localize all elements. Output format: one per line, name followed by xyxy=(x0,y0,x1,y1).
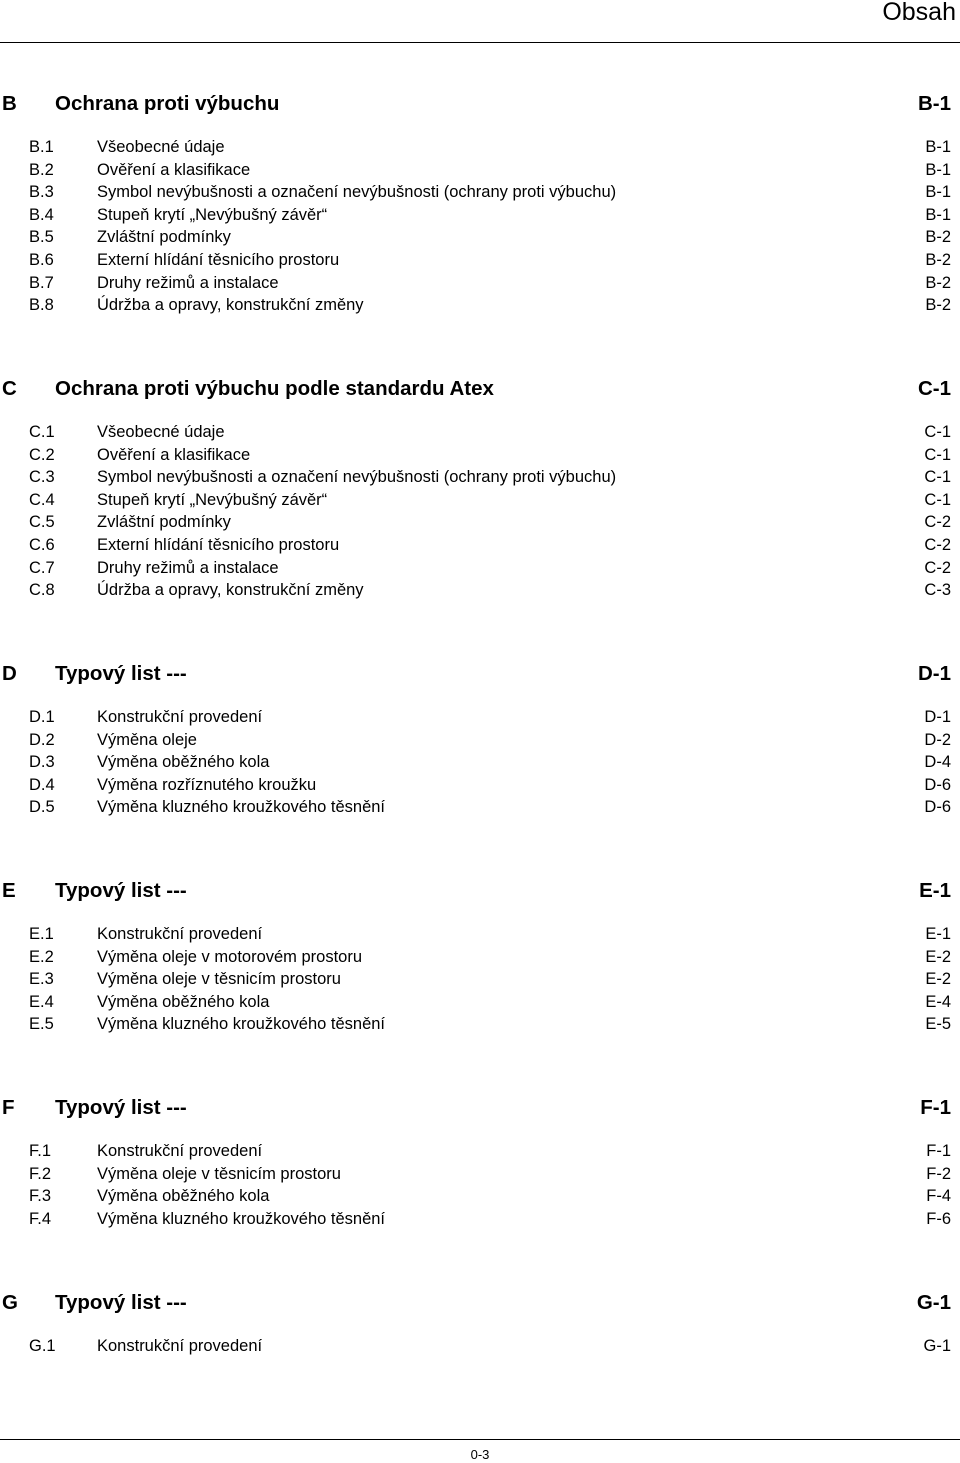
entry-number: B.3 xyxy=(29,183,54,202)
toc-entry[interactable] xyxy=(0,1013,960,1036)
entry-page-ref: C-2 xyxy=(924,535,951,554)
entry-title: Zvláštní podmínky xyxy=(97,513,231,532)
entry-number: C.5 xyxy=(29,513,55,532)
entry-number: B.8 xyxy=(29,296,54,315)
entry-number: E.5 xyxy=(29,1015,54,1034)
entry-title: Stupeň krytí „Nevýbušný závěr“ xyxy=(97,490,328,509)
toc-section xyxy=(0,656,960,819)
toc-entry[interactable] xyxy=(0,511,960,534)
entry-title: Údržba a opravy, konstrukční změny xyxy=(97,581,364,600)
entry-page-ref: C-1 xyxy=(924,468,951,487)
toc-entry[interactable] xyxy=(0,534,960,557)
entry-title: Externí hlídání těsnicího prostoru xyxy=(97,535,340,554)
entry-page-ref: B-1 xyxy=(925,183,951,202)
page-title: Obsah xyxy=(882,0,956,26)
section-entry-list xyxy=(0,1335,960,1358)
entry-page-ref: C-1 xyxy=(924,445,951,464)
toc-entry[interactable] xyxy=(0,1140,960,1163)
entry-title: Druhy režimů a instalace xyxy=(97,273,279,292)
section-title: Ochrana proti výbuchu xyxy=(55,92,280,115)
section-heading[interactable] xyxy=(0,86,960,122)
entry-page-ref: E-4 xyxy=(925,992,951,1011)
entry-title: Všeobecné údaje xyxy=(97,423,225,441)
section-page-ref: E-1 xyxy=(919,879,951,902)
entry-number: B.5 xyxy=(29,228,54,247)
entry-title: Výměna kluzného kroužkového těsnění xyxy=(97,1015,386,1034)
entry-title: Výměna oleje v těsnicím prostoru xyxy=(97,1164,341,1183)
toc-entry[interactable] xyxy=(0,729,960,752)
entry-title: Zvláštní podmínky xyxy=(97,228,231,247)
toc-entry[interactable] xyxy=(0,1335,960,1358)
section-letter: D xyxy=(2,662,17,685)
section-entry-list xyxy=(0,923,960,1036)
entry-title: Výměna oleje v těsnicím prostoru xyxy=(97,970,341,989)
toc-entry[interactable] xyxy=(0,923,960,946)
entry-page-ref: D-6 xyxy=(924,798,951,817)
footer-divider xyxy=(0,1439,960,1440)
toc-entry[interactable] xyxy=(0,226,960,249)
entry-title: Ověření a klasifikace xyxy=(97,160,251,179)
entry-page-ref: D-4 xyxy=(924,753,951,772)
entry-title: Výměna rozříznutého kroužku xyxy=(97,775,317,794)
toc-section xyxy=(0,371,960,602)
entry-page-ref: C-1 xyxy=(924,423,951,441)
entry-title: Výměna oleje xyxy=(97,730,197,749)
entry-number: D.5 xyxy=(29,798,55,817)
section-entry-list xyxy=(0,1140,960,1230)
entry-title: Konstrukční provedení xyxy=(97,708,263,726)
toc-entry[interactable] xyxy=(0,557,960,580)
entry-title: Ověření a klasifikace xyxy=(97,445,251,464)
entry-number: B.4 xyxy=(29,205,54,224)
section-heading[interactable] xyxy=(0,1090,960,1126)
entry-number: D.4 xyxy=(29,775,55,794)
entry-number: C.6 xyxy=(29,535,55,554)
entry-number: C.2 xyxy=(29,445,55,464)
entry-title: Konstrukční provedení xyxy=(97,1337,263,1355)
entry-number: D.3 xyxy=(29,753,55,772)
entry-page-ref: D-1 xyxy=(924,708,951,726)
section-letter: F xyxy=(2,1096,15,1119)
entry-number: G.1 xyxy=(29,1337,56,1355)
entry-number: B.1 xyxy=(29,138,54,156)
entry-number: C.8 xyxy=(29,581,55,600)
entry-number: B.7 xyxy=(29,273,54,292)
entry-page-ref: D-2 xyxy=(924,730,951,749)
entry-number: B.2 xyxy=(29,160,54,179)
entry-number: F.4 xyxy=(29,1209,52,1228)
entry-number: F.1 xyxy=(29,1142,52,1160)
section-page-ref: B-1 xyxy=(917,92,951,115)
entry-number: D.1 xyxy=(29,708,55,726)
entry-page-ref: E-2 xyxy=(925,947,951,966)
entry-page-ref: E-1 xyxy=(925,925,951,943)
section-heading[interactable] xyxy=(0,656,960,692)
entry-title: Druhy režimů a instalace xyxy=(97,558,279,577)
entry-number: F.3 xyxy=(29,1187,52,1206)
toc-entry[interactable] xyxy=(0,466,960,489)
section-page-ref: D-1 xyxy=(917,662,951,685)
section-entry-list xyxy=(0,706,960,819)
toc-entry[interactable] xyxy=(0,204,960,227)
toc-entry[interactable] xyxy=(0,136,960,159)
toc-entry[interactable] xyxy=(0,774,960,797)
entry-page-ref: C-2 xyxy=(924,513,951,532)
entry-title: Výměna oběžného kola xyxy=(97,1187,270,1206)
toc-entry[interactable] xyxy=(0,751,960,774)
entry-number: C.7 xyxy=(29,558,55,577)
section-title: Typový list --- xyxy=(55,1096,187,1119)
entry-title: Výměna oběžného kola xyxy=(97,753,270,772)
entry-page-ref: B-2 xyxy=(925,250,951,269)
entry-title: Symbol nevýbušnosti a označení nevýbušnosti (ochrany proti výbuchu) xyxy=(97,468,617,487)
entry-page-ref: C-3 xyxy=(924,581,951,600)
entry-number: C.4 xyxy=(29,490,55,509)
section-entry-list xyxy=(0,136,960,317)
section-heading[interactable] xyxy=(0,1285,960,1321)
section-letter: G xyxy=(2,1291,18,1314)
toc-entry[interactable] xyxy=(0,796,960,819)
entry-title: Konstrukční provedení xyxy=(97,1142,263,1160)
entry-number: B.6 xyxy=(29,250,54,269)
toc-entry[interactable] xyxy=(0,946,960,969)
toc-entry[interactable] xyxy=(0,579,960,602)
entry-page-ref: E-5 xyxy=(925,1015,951,1034)
section-page-ref: C-1 xyxy=(917,377,951,400)
entry-page-ref: B-1 xyxy=(925,138,951,156)
entry-number: F.2 xyxy=(29,1164,52,1183)
toc-entry[interactable] xyxy=(0,706,960,729)
entry-number: C.1 xyxy=(29,423,55,441)
entry-page-ref: B-2 xyxy=(925,296,951,315)
entry-title: Všeobecné údaje xyxy=(97,138,225,156)
section-page-ref: G-1 xyxy=(916,1291,951,1314)
section-heading[interactable] xyxy=(0,371,960,407)
section-title: Typový list --- xyxy=(55,662,187,685)
section-letter: C xyxy=(2,377,17,400)
toc-entry[interactable] xyxy=(0,181,960,204)
section-letter: B xyxy=(2,92,17,115)
entry-title: Konstrukční provedení xyxy=(97,925,263,943)
entry-title: Externí hlídání těsnicího prostoru xyxy=(97,250,340,269)
entry-page-ref: F-4 xyxy=(926,1187,951,1206)
entry-page-ref: B-1 xyxy=(925,205,951,224)
entry-number: E.1 xyxy=(29,925,54,943)
entry-page-ref: F-2 xyxy=(926,1164,951,1183)
toc-entry[interactable] xyxy=(0,159,960,182)
entry-page-ref: C-1 xyxy=(924,490,951,509)
toc-entry[interactable] xyxy=(0,991,960,1014)
section-page-ref: F-1 xyxy=(920,1096,951,1119)
header-divider xyxy=(0,42,960,43)
entry-number: C.3 xyxy=(29,468,55,487)
entry-page-ref: D-6 xyxy=(924,775,951,794)
section-heading[interactable] xyxy=(0,873,960,909)
entry-title: Stupeň krytí „Nevýbušný závěr“ xyxy=(97,205,328,224)
entry-page-ref: B-1 xyxy=(925,160,951,179)
toc-entry[interactable] xyxy=(0,272,960,295)
toc-entry[interactable] xyxy=(0,489,960,512)
toc-entry[interactable] xyxy=(0,968,960,991)
entry-page-ref: F-6 xyxy=(926,1209,951,1228)
toc-entry[interactable] xyxy=(0,444,960,467)
toc-entry[interactable] xyxy=(0,1208,960,1231)
toc-entry[interactable] xyxy=(0,1163,960,1186)
entry-page-ref: E-2 xyxy=(925,970,951,989)
toc-section xyxy=(0,1090,960,1230)
entry-number: E.3 xyxy=(29,970,54,989)
entry-title: Výměna kluzného kroužkového těsnění xyxy=(97,798,386,817)
toc-entry[interactable] xyxy=(0,294,960,317)
entry-page-ref: F-1 xyxy=(926,1142,951,1160)
toc-entry[interactable] xyxy=(0,249,960,272)
entry-number: E.4 xyxy=(29,992,54,1011)
toc-section xyxy=(0,86,960,317)
entry-page-ref: G-1 xyxy=(923,1337,951,1355)
section-title: Typový list --- xyxy=(55,879,187,902)
section-title: Typový list --- xyxy=(55,1291,187,1314)
toc-section xyxy=(0,873,960,1036)
entry-title: Výměna kluzného kroužkového těsnění xyxy=(97,1209,386,1228)
section-title: Ochrana proti výbuchu podle standardu Atex xyxy=(55,377,494,400)
entry-page-ref: B-2 xyxy=(925,228,951,247)
entry-number: E.2 xyxy=(29,947,54,966)
toc-entry[interactable] xyxy=(0,421,960,444)
section-letter: E xyxy=(2,879,16,902)
toc-entry[interactable] xyxy=(0,1185,960,1208)
section-entry-list xyxy=(0,421,960,602)
entry-title: Symbol nevýbušnosti a označení nevýbušnosti (ochrany proti výbuchu) xyxy=(97,183,617,202)
entry-title: Výměna oleje v motorovém prostoru xyxy=(97,947,363,966)
footer-page-number: 0-3 xyxy=(470,1447,490,1462)
entry-page-ref: C-2 xyxy=(924,558,951,577)
entry-title: Údržba a opravy, konstrukční změny xyxy=(97,296,364,315)
entry-number: D.2 xyxy=(29,730,55,749)
toc-section xyxy=(0,1285,960,1358)
entry-title: Výměna oběžného kola xyxy=(97,992,270,1011)
entry-page-ref: B-2 xyxy=(925,273,951,292)
